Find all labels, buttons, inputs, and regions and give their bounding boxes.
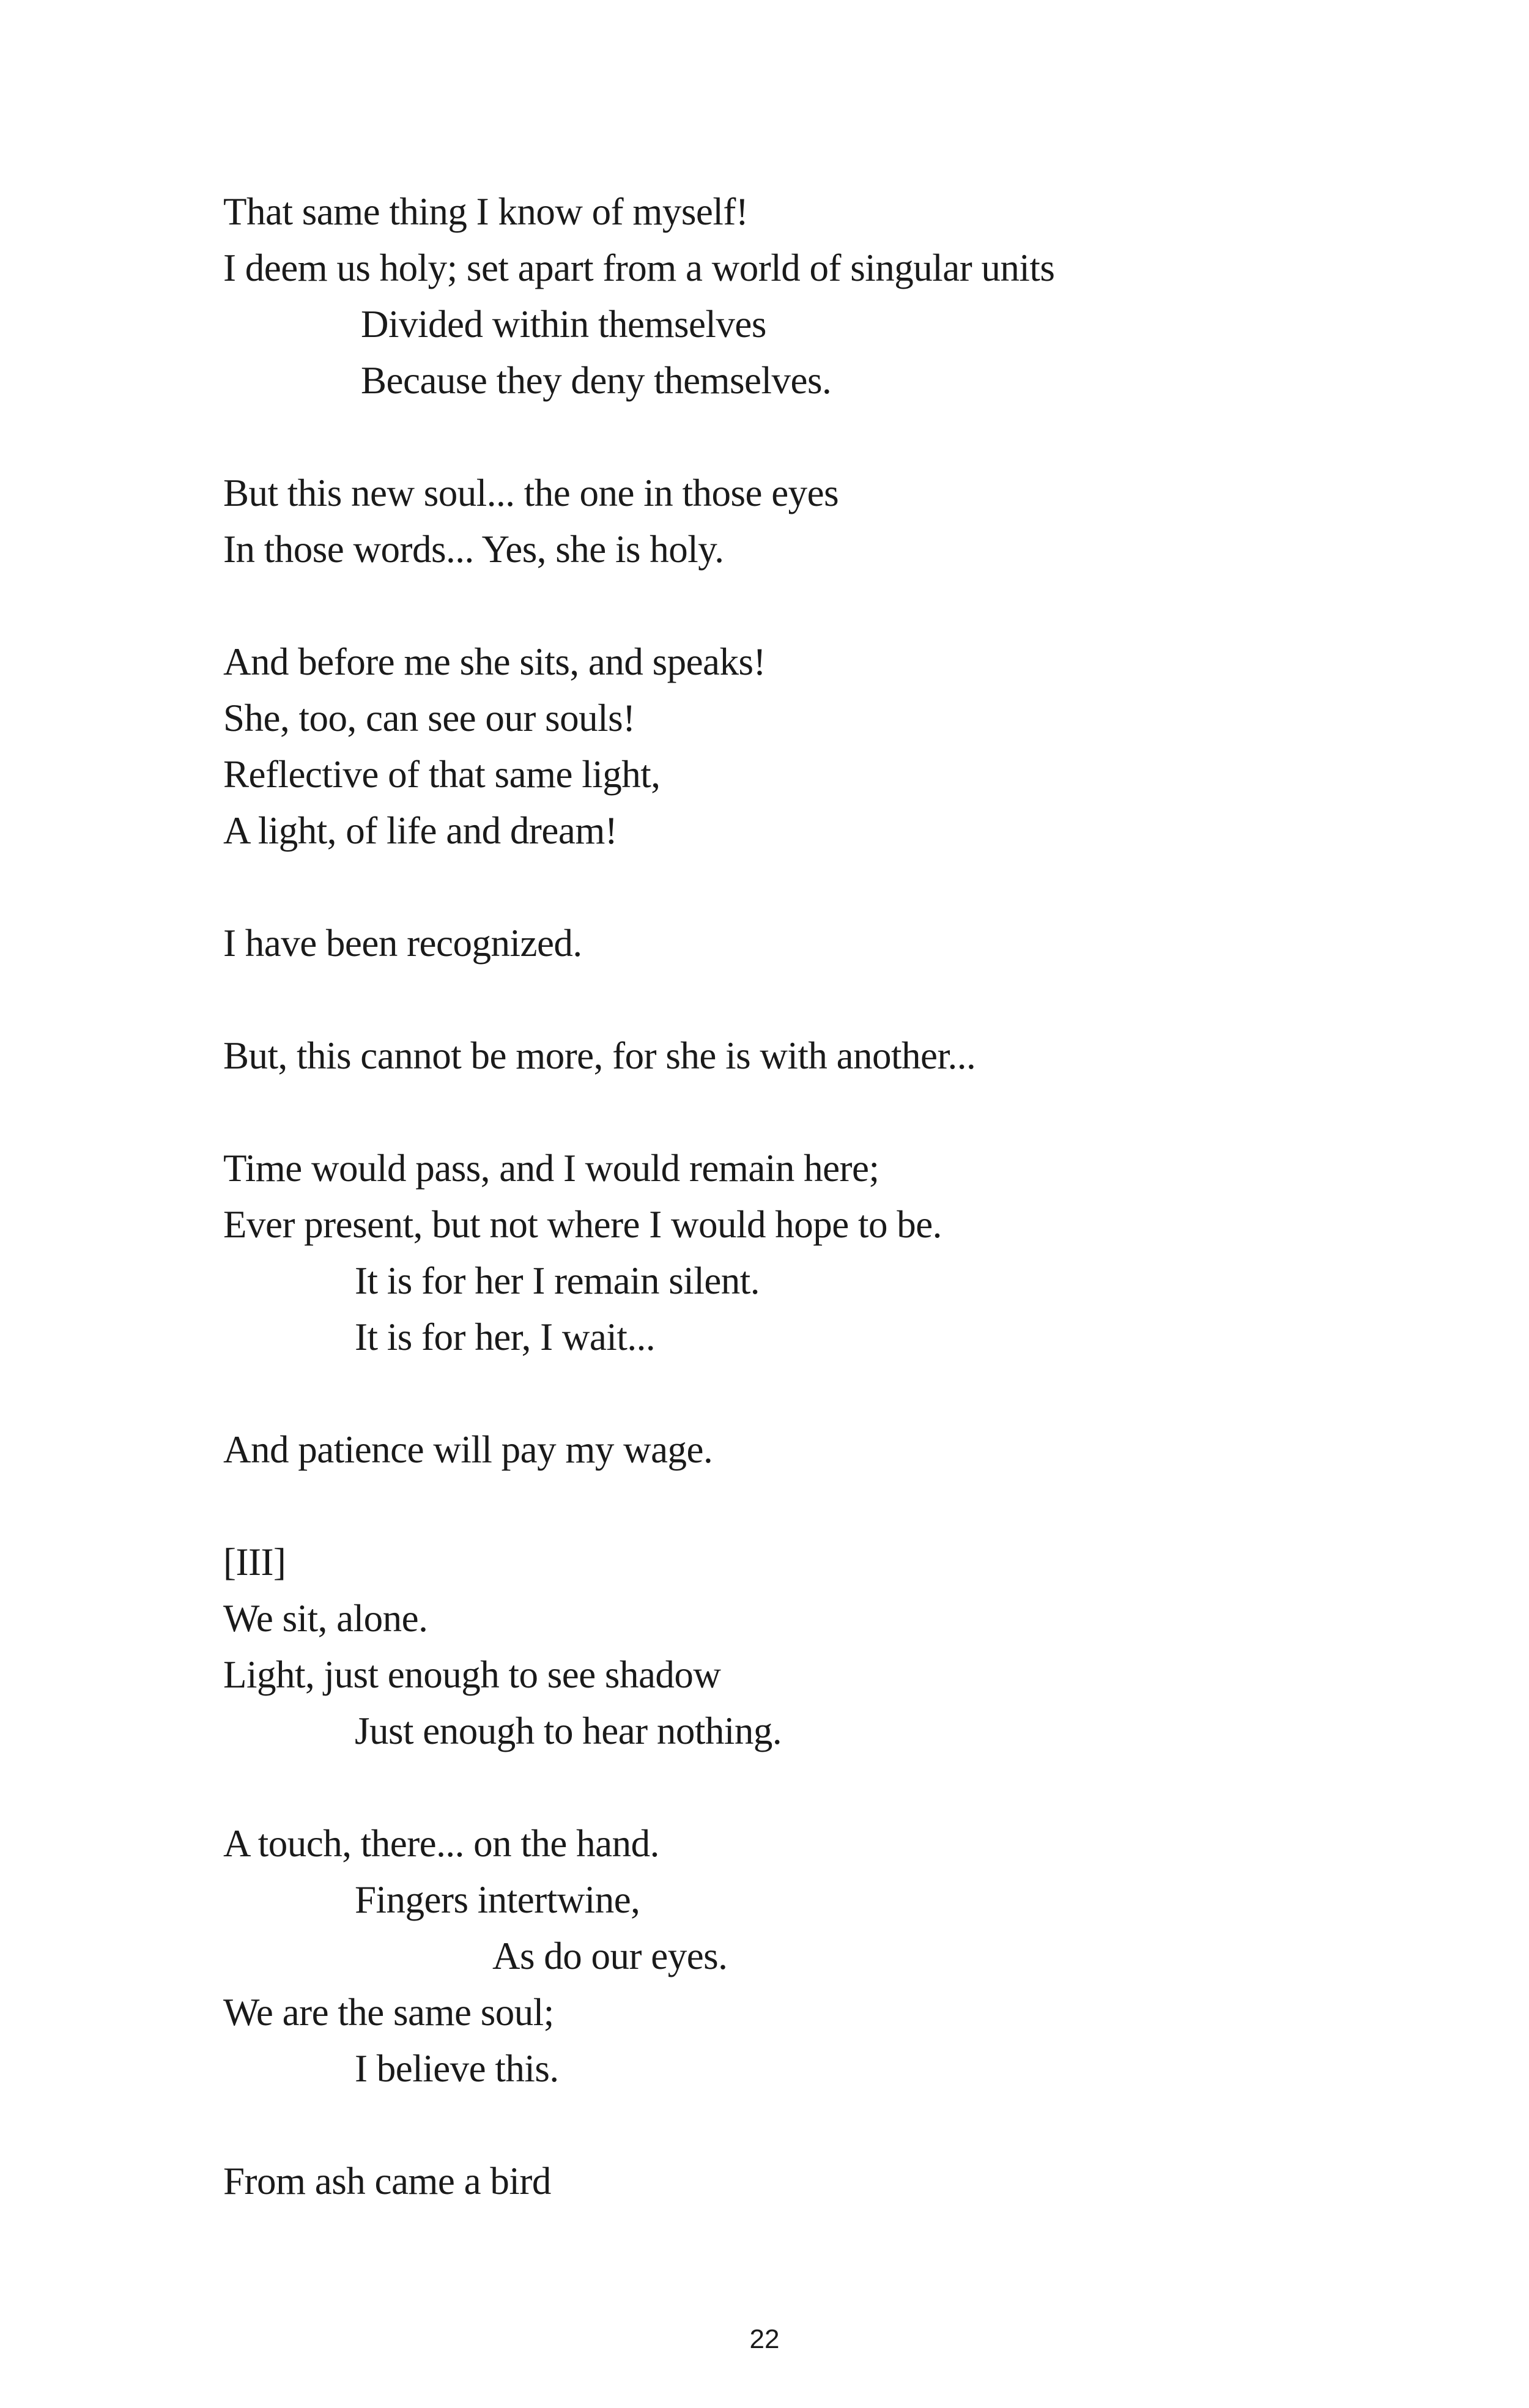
poem-line: I believe this. [355, 2047, 559, 2090]
poem-line: We sit, alone. [223, 1597, 428, 1640]
poem-line: We are the same soul; [223, 1991, 554, 2034]
poem-line: It is for her, I wait... [355, 1316, 656, 1358]
poem-line: I deem us holy; set apart from a world of singular units [223, 246, 1055, 289]
poem-line: And patience will pay my wage. [223, 1428, 713, 1471]
stanza-break [223, 1084, 1385, 1140]
poem-line: In those words... Yes, she is holy. [223, 528, 724, 571]
poem-line: Fingers intertwine, [355, 1878, 640, 1921]
stanza-break [223, 1365, 1385, 1421]
page-number: 22 [749, 2324, 780, 2354]
stanza-break [223, 1759, 1385, 1815]
stanza-break [223, 2097, 1385, 2153]
poem-line: A light, of life and dream! [223, 809, 618, 852]
poem-line: That same thing I know of myself! [223, 190, 749, 233]
poem-line: As do our eyes. [492, 1935, 728, 1977]
stanza-break [223, 409, 1385, 465]
poem-line: Light, just enough to see shadow [223, 1653, 721, 1696]
poem-line: Reflective of that same light, [223, 753, 661, 796]
poem-line: Just enough to hear nothing. [355, 1710, 782, 1752]
poem-line: But, this cannot be more, for she is with another... [223, 1034, 976, 1077]
poem-line: Divided within themselves [361, 303, 766, 346]
poem-line: Time would pass, and I would remain here; [223, 1147, 879, 1190]
poem-line: Because they deny themselves. [361, 359, 832, 402]
section-heading: [III] [223, 1541, 286, 1584]
poem-line: She, too, can see our souls! [223, 697, 635, 739]
poem-line: But this new soul... the one in those eyes [223, 472, 839, 514]
stanza-break [223, 859, 1385, 915]
poem-line: I have been recognized. [223, 922, 582, 965]
stanza-break [223, 1478, 1385, 1534]
poem-body [223, 183, 1385, 2209]
poem-line: Ever present, but not where I would hope to be. [223, 1203, 942, 1246]
poem-line: It is for her I remain silent. [355, 1259, 760, 1302]
poem-line: From ash came a bird [223, 2160, 551, 2202]
poem-line: A touch, there... on the hand. [223, 1822, 659, 1865]
stanza-break [223, 971, 1385, 1028]
stanza-break [223, 577, 1385, 634]
poem-line: And before me she sits, and speaks! [223, 640, 766, 683]
